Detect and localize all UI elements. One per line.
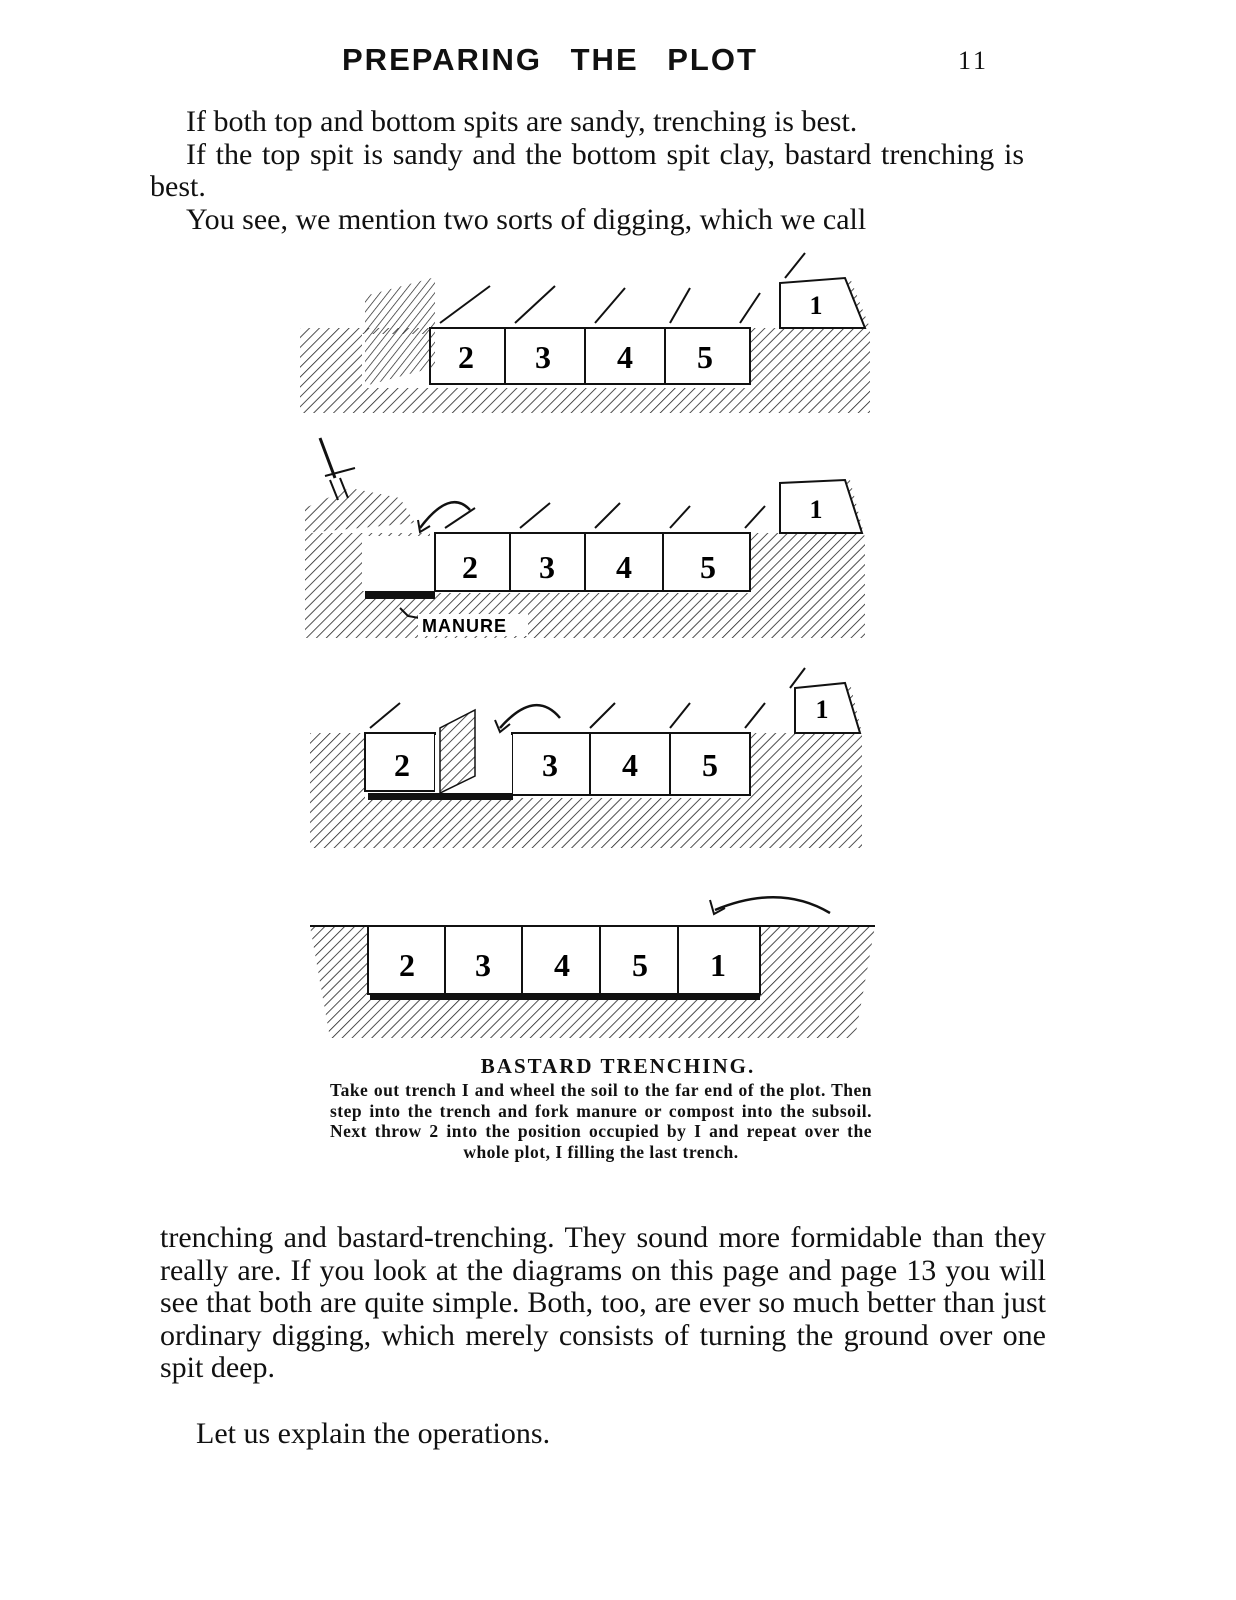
- plot1-label-2: 2: [458, 339, 474, 375]
- plot2-label-5: 5: [700, 549, 716, 585]
- plot4-label-4: 4: [554, 947, 570, 983]
- plot3-label-3: 3: [542, 747, 558, 783]
- plot2-label-1: 1: [809, 495, 823, 524]
- intro-line-2: If the top spit is sandy and the bottom spit clay, bastard trenching is best.: [150, 137, 1024, 203]
- running-title: PREPARING THE PLOT: [342, 42, 758, 77]
- plot1-label-3: 3: [535, 339, 551, 375]
- manure-label: MANURE: [422, 616, 507, 636]
- plot3-label-1: 1: [815, 695, 829, 724]
- plot2-label-4: 4: [616, 549, 632, 585]
- page-number: 11: [958, 46, 990, 75]
- intro-line-1: If both top and bottom spits are sandy, trenching is best.: [186, 105, 858, 138]
- page-header: [0, 42, 1236, 82]
- figure-caption-title: BASTARD TRENCHING.: [480, 1054, 756, 1078]
- plot3-label-2: 2: [394, 747, 410, 783]
- plot1-label-4: 4: [617, 339, 633, 375]
- closing-line: Let us explain the operations.: [196, 1417, 551, 1450]
- plot3-label-5: 5: [702, 747, 718, 783]
- plot2-label-2: 2: [462, 549, 478, 585]
- figure-caption-text: Take out trench I and wheel the soil to the far end of the plot. Then step into the trench and fork manure or compost into the subsoil. Next throw 2 into the position occupied by I and repeat over the whole plot, I filling the last trench.: [330, 1080, 872, 1162]
- plot1-label-1: 1: [809, 291, 823, 320]
- plot2-label-3: 3: [539, 549, 555, 585]
- plot3-label-4: 4: [622, 747, 638, 783]
- diagram-panel-4: [310, 897, 875, 1038]
- intro-line-3: You see, we mention two sorts of digging, which we call: [186, 202, 867, 236]
- diagram-panel-3: [310, 668, 862, 848]
- plot4-label-5: 5: [632, 947, 648, 983]
- diagram-panel-2: [305, 438, 865, 638]
- plot4-label-2: 2: [399, 947, 415, 983]
- plot4-label-3: 3: [475, 947, 491, 983]
- body-paragraph: trenching and bastard-trenching. They sound more formidable than they really are. If you look at the diagrams on this page and page 13 you will see that both are quite simple. Both, too, are ever so much better than just ordinary digging, which merely consists of turning the ground over one spit deep.: [160, 1221, 1046, 1384]
- intro-paragraph: [150, 106, 1024, 236]
- diagram-panel-1: [300, 253, 870, 413]
- plot1-label-5: 5: [697, 339, 713, 375]
- plot4-label-1: 1: [710, 947, 726, 983]
- bastard-trenching-illustration: [290, 248, 890, 1058]
